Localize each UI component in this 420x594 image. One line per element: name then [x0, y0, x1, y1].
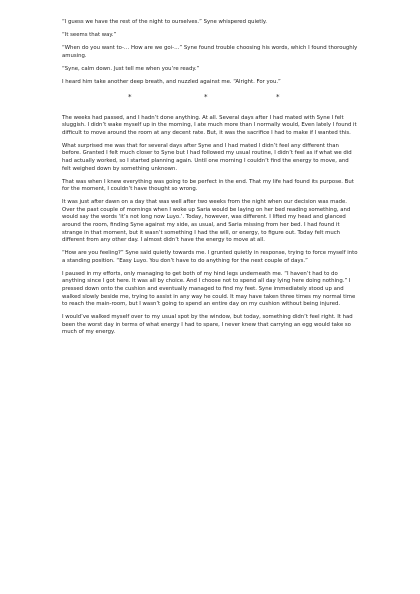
scene-break-asterisk: * [128, 92, 132, 101]
paragraph: The weeks had passed, and I hadn’t done anything. At all. Several days after I had mated with Syne I felt sluggish. I didn’t wake myself up in the morning, I ate much more than I normally would, Even lately I found it difficult to move around the room at any decent rate. But, it was the sacrifice I had to make if I wanted this. [62, 114, 357, 136]
scene-break-asterisk: * [276, 92, 280, 101]
paragraph: “I guess we have the rest of the night to ourselves.” Syne whispered quietly. [62, 19, 267, 25]
scene-break-asterisk: * [204, 92, 208, 101]
paragraph: That was when I knew everything was going to be perfect in the end. That my life had found its purpose. But for the moment, I couldn’t have thought so wrong. [62, 178, 354, 193]
paragraph: I heard him take another deep breath, and nuzzled against me. “Alright. For you.” [62, 79, 281, 86]
paragraph: “When do you want to-… How are we goi-…” Syne found trouble choosing his words, which I found thoroughly amusing. [62, 45, 358, 59]
paragraph: It was just after dawn on a day that was well after two weeks from the night when our decision was made. Over the past couple of mornings when I woke up Saria would be laying on her bed reading something, and would say the words ‘it’s not long now Luyo.’. Today, however, was different. I lifted my head and glanced around the room, finding Syne against my side, as usual, and Saria missing from her bed. I had found it strange in that moment, but it wasn’t something I had the will, or energy, to figure out. Today felt much different from any other day. I almost didn’t have the energy to move at all. [62, 199, 351, 244]
paragraph: “Syne, calm down. Just tell me when you’re ready.” [62, 65, 200, 72]
paragraph: I paused in my efforts, only managing to get both of my hind legs underneath me. “I haven’t had to do anything since I got here. It was all by choice. And I choose not to spend all day lying here doing nothing.” I pressed down onto the cushion and eventually managed to find my feet. Syne immediately stood up and walked slowly beside me, trying to assist in any way he could. It may have taken three times my normal time to reach the main-room, but I wasn’t going to spend an entire day on my cushion without being injured. [62, 270, 356, 308]
paragraph: I would’ve walked myself over to my usual spot by the window, but today, something didn’t feel right. It had been the worst day in terms of what energy I had to spare, I never knew that carrying an egg would take so much of my energy. [62, 314, 353, 336]
paragraph: What surprised me was that for several days after Syne and I had mated I didn’t feel any different than before. Granted I felt much closer to Syne but I had followed my usual routine, I didn’t feel as if what we did had actually worked, so I started planning again. Until one morning I couldn’t find the energy to move, and felt weighed down by something unknown. [62, 142, 352, 172]
scene-break [62, 93, 358, 101]
paragraph: “It seems that way.” [62, 32, 117, 39]
paragraph: “How are you feeling?” Syne said quietly towards me. I grunted quietly in response, trying to force myself into a standing position. “Easy Luyo. You don’t have to do anything for the next couple of days.” [62, 250, 358, 264]
